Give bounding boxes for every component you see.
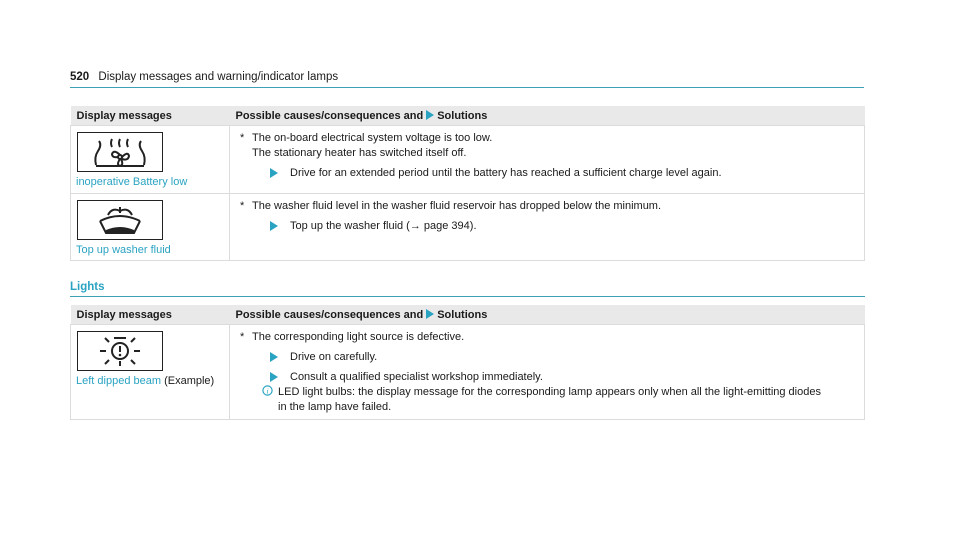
display-message-caption: Top up washer fluid xyxy=(76,244,171,256)
display-messages-table xyxy=(70,106,865,261)
action-text: Drive on carefully. xyxy=(290,351,378,363)
cause-marker: * xyxy=(240,132,245,144)
cause-continuation: The stationary heater has switched itself off. xyxy=(252,147,467,159)
display-message-cell xyxy=(71,325,230,420)
display-message-cell xyxy=(71,194,230,261)
display-message-cell xyxy=(71,126,230,194)
table-row xyxy=(71,194,865,261)
display-message-caption xyxy=(76,375,224,387)
cause-text: The on-board electrical system voltage is too low. xyxy=(252,132,493,144)
col-header-causes xyxy=(230,305,865,325)
display-message-caption: inoperative Battery low xyxy=(76,176,188,188)
col-header-solutions-text: Solutions xyxy=(437,308,488,321)
col-header-display-messages: Display messages xyxy=(71,305,230,325)
causes-cell xyxy=(230,325,865,420)
col-header-display-messages: Display messages xyxy=(71,106,230,126)
arrow-icon xyxy=(426,309,434,319)
arrow-icon xyxy=(270,168,278,178)
lights-section-title: Lights xyxy=(70,281,105,293)
arrow-icon xyxy=(270,372,278,382)
info-text-line2: in the lamp have failed. xyxy=(278,401,392,413)
cause-text: The washer fluid level in the washer fluid reservoir has dropped below the minimum. xyxy=(252,200,662,212)
page-title: Display messages and warning/indicator lamps xyxy=(98,71,339,83)
header-rule xyxy=(70,87,864,88)
info-text-line1: LED light bulbs: the display message for the corresponding lamp appears only when all the light-emitting diodes xyxy=(278,386,821,398)
table-row xyxy=(71,325,865,420)
arrow-icon xyxy=(270,221,278,231)
lights-table xyxy=(70,305,865,420)
table-header-row xyxy=(71,106,865,126)
col-header-causes-text: Possible causes/consequences and xyxy=(235,109,424,122)
col-header-causes-text: Possible causes/consequences and xyxy=(235,308,424,321)
cause-text: The corresponding light source is defective. xyxy=(252,331,465,343)
heater-fan-icon xyxy=(77,132,163,172)
washer-fluid-icon xyxy=(77,200,163,240)
arrow-icon xyxy=(270,352,278,362)
arrow-icon xyxy=(426,110,434,120)
table-header-row xyxy=(71,305,865,325)
cause-marker: * xyxy=(240,200,245,212)
info-icon xyxy=(262,385,278,415)
causes-cell xyxy=(230,194,865,261)
action-text: Consult a qualified specialist workshop immediately. xyxy=(290,371,543,383)
cause-marker: * xyxy=(240,331,245,343)
light-bulb-fault-icon xyxy=(77,331,163,371)
lights-rule xyxy=(70,296,865,297)
causes-cell xyxy=(230,126,865,194)
action-text: Top up the washer fluid (→ page 394). xyxy=(290,220,477,232)
table-row xyxy=(71,126,865,194)
col-header-causes xyxy=(230,106,865,126)
page-number: 520 xyxy=(70,71,90,83)
caption-extra: (Example) xyxy=(164,375,215,387)
page-header xyxy=(70,71,338,83)
col-header-solutions-text: Solutions xyxy=(437,109,488,122)
action-text: Drive for an extended period until the battery has reached a sufficient charge level again. xyxy=(290,167,722,179)
caption-link: Left dipped beam xyxy=(76,375,162,387)
info-marker: i xyxy=(266,386,269,396)
